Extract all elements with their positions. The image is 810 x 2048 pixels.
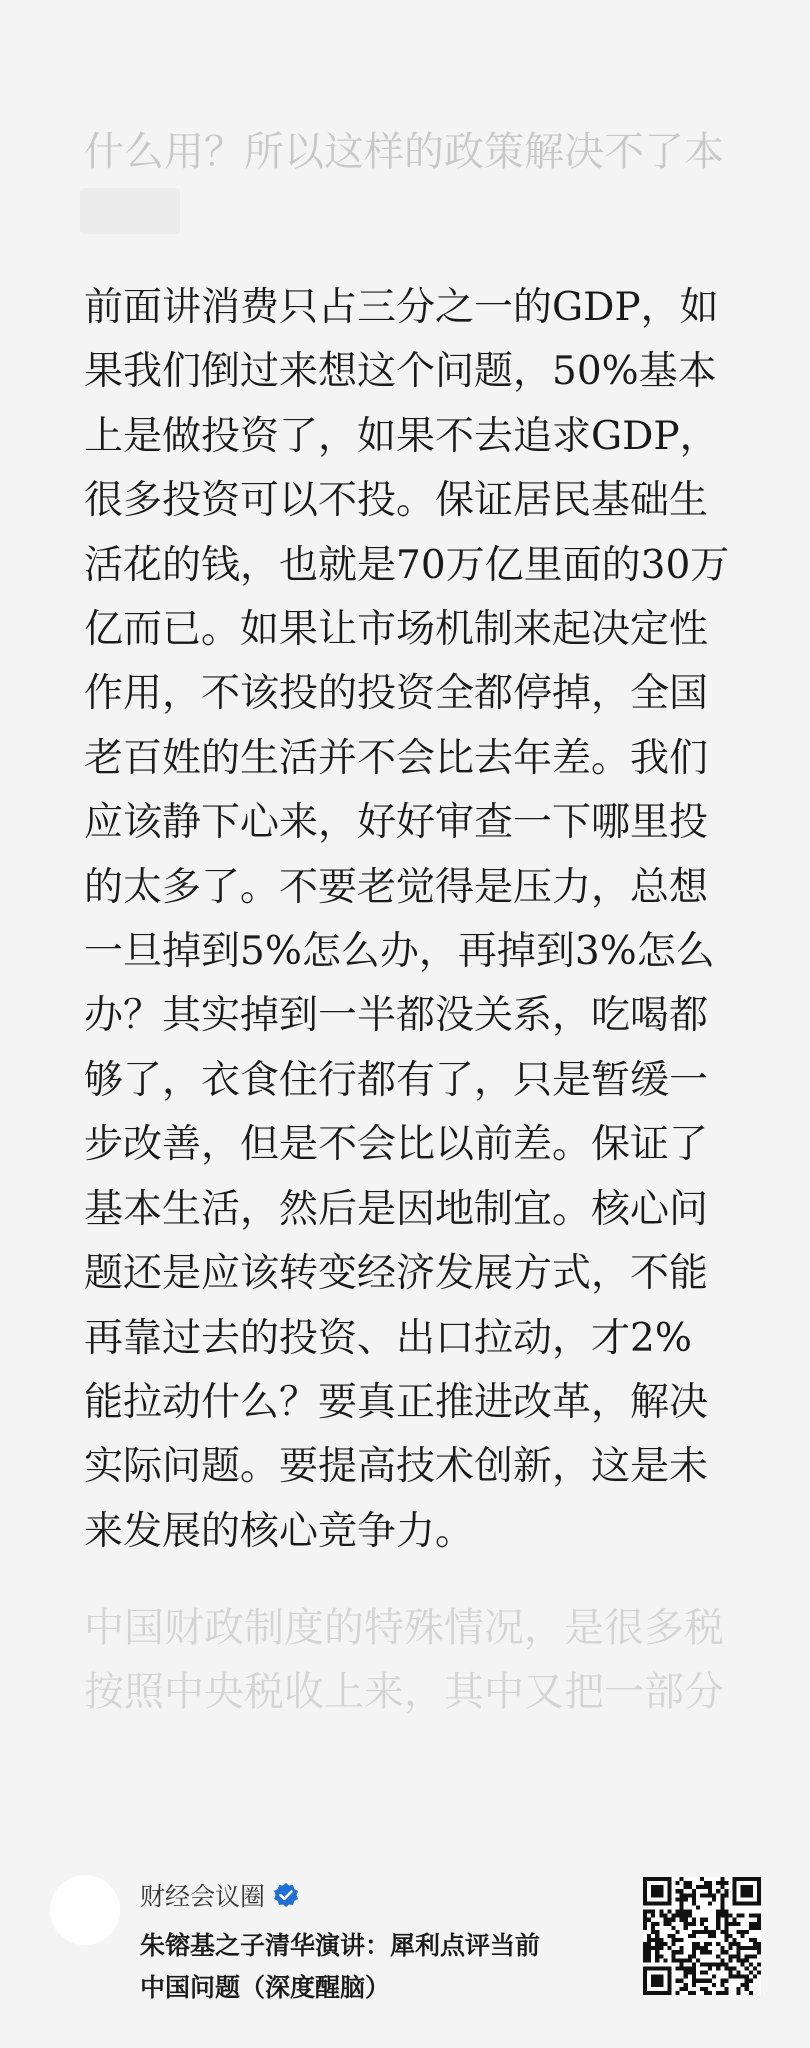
paragraph-line: 很多投资可以不投。保证居民基础生 (84, 478, 709, 524)
account-name: 财经会议圈 (140, 1882, 266, 1911)
share-card-footer (0, 1855, 810, 2048)
faded-next-paragraph (84, 1596, 744, 1724)
paragraph-line: 前面讲消费只占三分之一的GDP，如 (84, 285, 719, 330)
paragraph-line: 再靠过去的投资、出口拉动，才2% (84, 1315, 692, 1361)
paragraph-line: 应该静下心来，好好审查一下哪里投 (84, 800, 709, 846)
faded-line: 按照中央税收上来，其中又把一部分 (84, 1669, 724, 1715)
faded-text-block (80, 188, 180, 234)
paragraph-line: 题还是应该转变经济发展方式，不能 (84, 1251, 709, 1297)
account-row[interactable] (140, 1877, 299, 1913)
paragraph-line: 果我们倒过来想这个问题，50%基本 (84, 349, 717, 395)
paragraph-line: 一旦掉到5%怎么办，再掉到3%怎么 (84, 929, 715, 975)
article-title-line: 朱镕基之子清华演讲：犀利点评当前 (140, 1931, 541, 1960)
paragraph-line: 老百姓的生活并不会比去年差。我们 (84, 735, 709, 781)
paragraph-line: 基本生活，然后是因地制宜。核心问 (84, 1186, 709, 1232)
faded-line: 中国财政制度的特殊情况，是很多税 (84, 1605, 724, 1651)
paragraph-line: 能拉动什么？要真正推进改革，解决 (84, 1379, 709, 1425)
paragraph-line: 来发展的核心竞争力。 (84, 1508, 475, 1554)
account-avatar[interactable] (50, 1875, 120, 1945)
paragraph-line: 够了，衣食住行都有了，只是暂缓一 (84, 1057, 709, 1103)
paragraph-line: 实际问题。要提高技术创新，这是未 (84, 1444, 709, 1490)
main-paragraph (84, 276, 744, 1564)
paragraph-line: 步改善，但是不会比以前差。保证了 (84, 1122, 709, 1168)
faded-previous-paragraph: 什么用？所以这样的政策解决不了本 (84, 129, 724, 175)
paragraph-line: 的太多了。不要老觉得是压力，总想 (84, 864, 709, 910)
verified-badge-icon (273, 1882, 299, 1908)
paragraph-line: 作用，不该投的投资全都停掉，全国 (84, 671, 709, 717)
article-title[interactable] (140, 1925, 610, 2009)
article-title-line: 中国问题（深度醒脑） (140, 1973, 391, 2002)
paragraph-line: 活花的钱，也就是70万亿里面的30万 (84, 542, 730, 588)
paragraph-line: 办？其实掉到一半都没关系，吃喝都 (84, 993, 709, 1039)
paragraph-line: 上是做投资了，如果不去追求GDP， (84, 413, 719, 459)
qr-code (643, 1877, 761, 1995)
paragraph-line: 亿而已。如果让市场机制来起决定性 (84, 607, 709, 653)
